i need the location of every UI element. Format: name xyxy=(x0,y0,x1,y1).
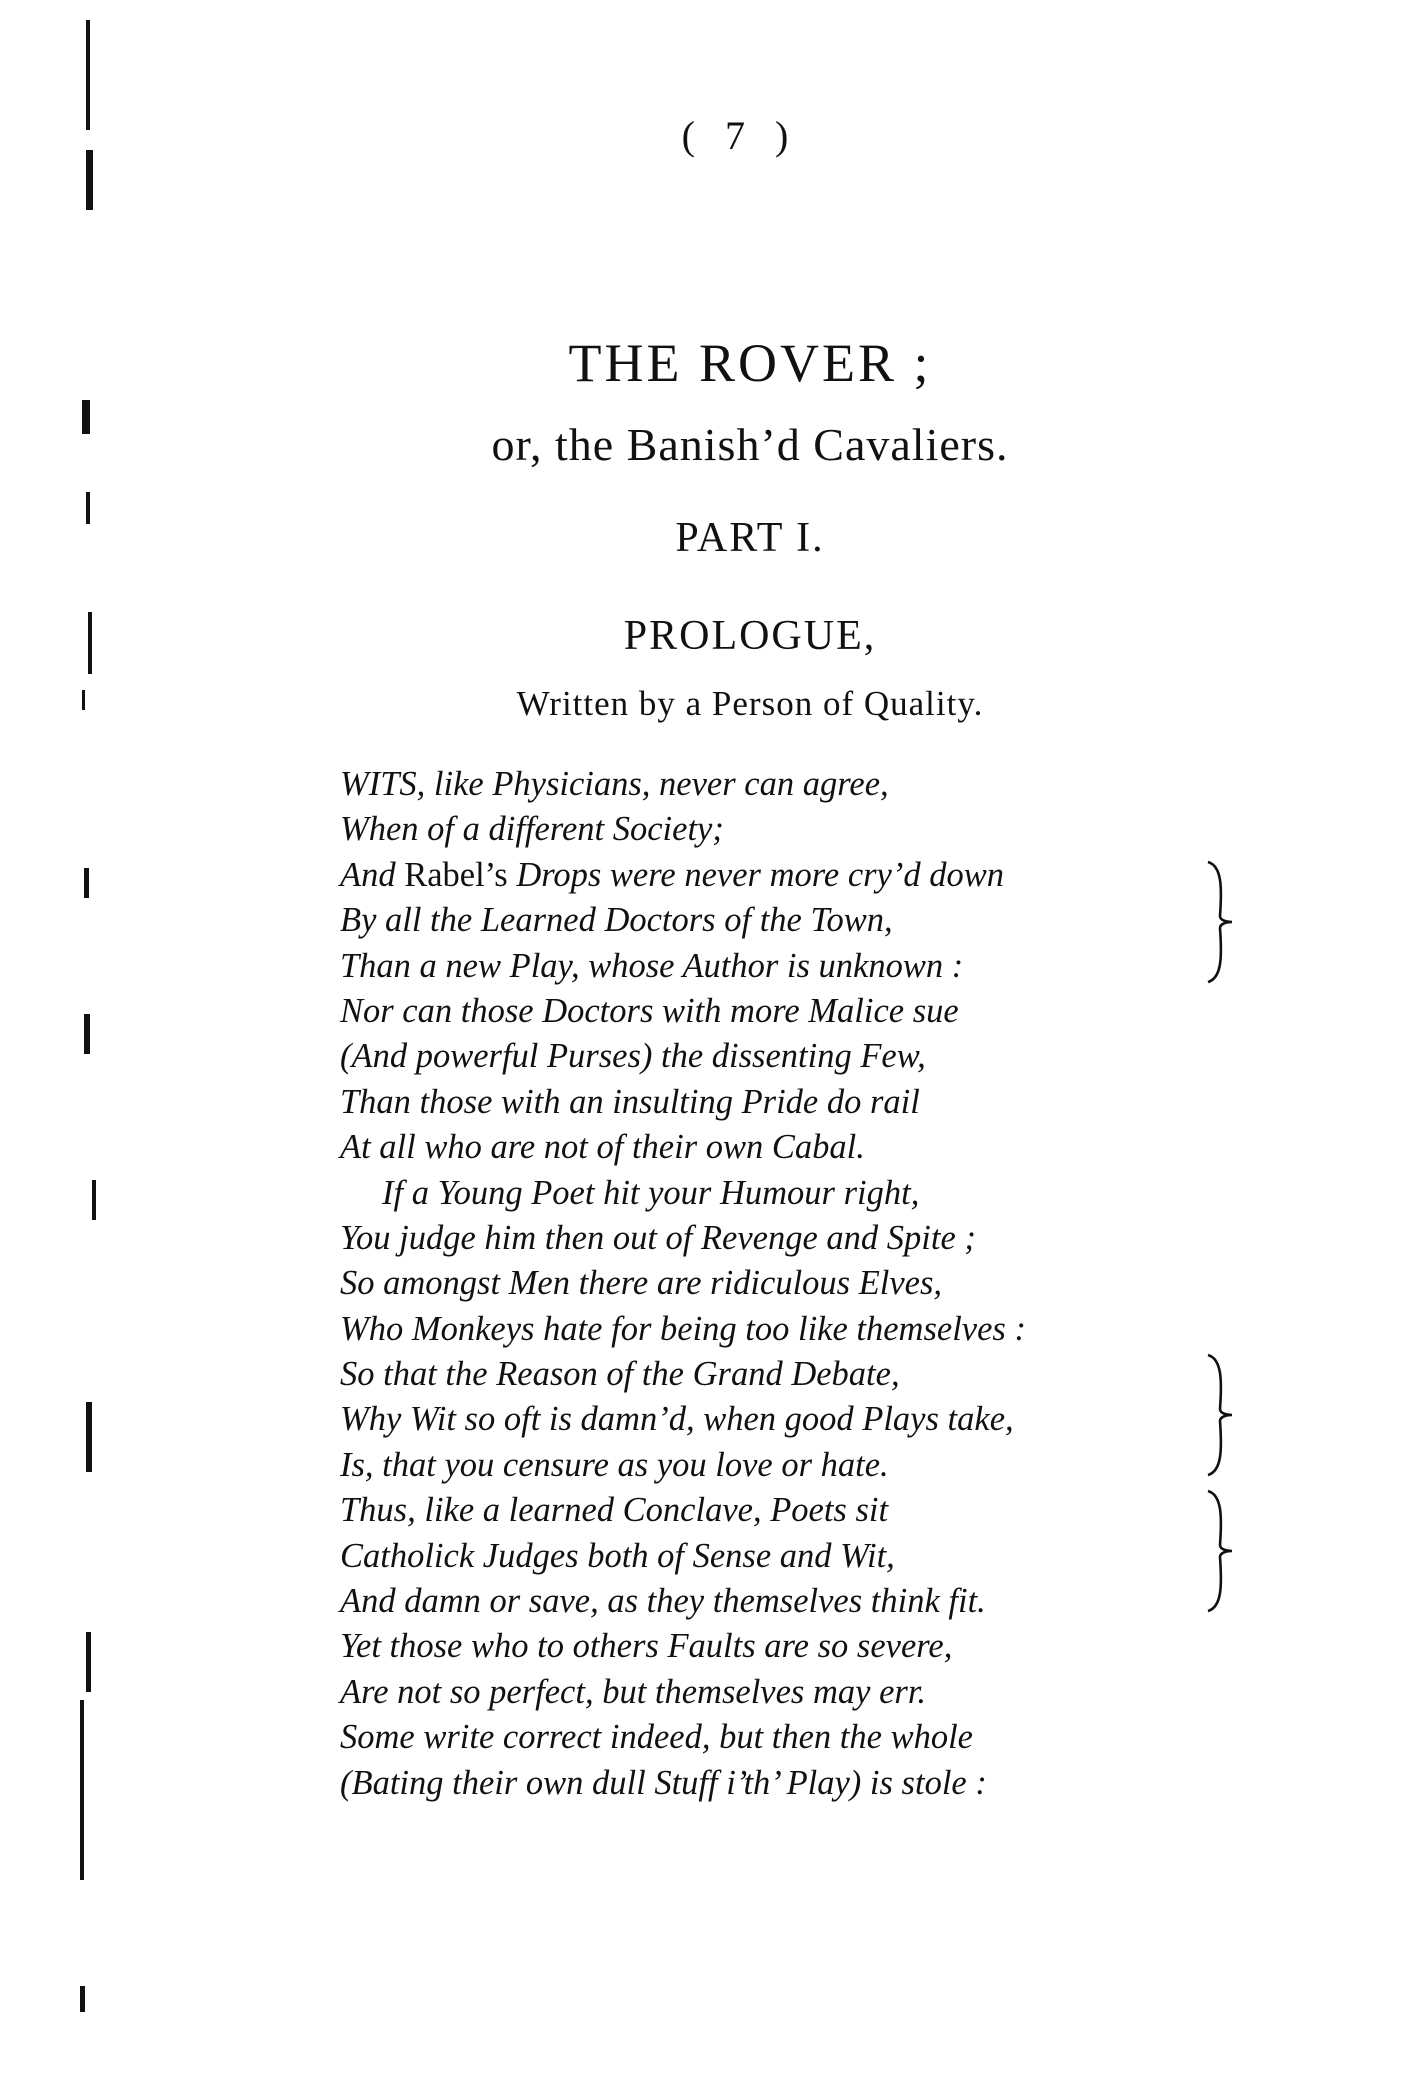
poem-line: (Bating their own dull Stuff i’th’ Play) is stole : xyxy=(340,1763,987,1802)
scan-edge-mark xyxy=(80,1986,85,2012)
scan-edge-mark xyxy=(84,868,89,898)
poem-line: Than a new Play, whose Author is unknown : xyxy=(340,946,964,985)
page-subtitle: or, the Banish’d Cavaliers. xyxy=(491,419,1009,470)
page-title: THE ROVER ; xyxy=(568,333,932,393)
poem-line: Some write correct indeed, but then the whole xyxy=(340,1718,973,1757)
poem-line: By all the Learned Doctors of the Town, xyxy=(340,901,893,940)
page-number: ( 7 ) xyxy=(681,113,799,158)
part-heading: PART I. xyxy=(675,515,825,561)
scan-edge-mark xyxy=(80,1700,84,1880)
poem-line: Yet those who to others Faults are so severe, xyxy=(340,1627,953,1666)
scan-edge-mark xyxy=(92,1180,96,1220)
poem-line: Catholick Judges both of Sense and Wit, xyxy=(340,1536,895,1575)
poem-line: So that the Reason of the Grand Debate, xyxy=(340,1355,900,1394)
scan-edge-mark xyxy=(84,1014,90,1054)
byline: Written by a Person of Quality. xyxy=(516,684,984,723)
poem-line: Thus, like a learned Conclave, Poets sit xyxy=(340,1491,889,1530)
triplet-brace-icon xyxy=(1200,1351,1240,1479)
poem-line: And damn or save, as they themselves think fit. xyxy=(340,1582,986,1621)
poem-line: WITS, like Physicians, never can agree, xyxy=(340,765,889,803)
poem-line: At all who are not of their own Cabal. xyxy=(340,1128,865,1167)
poem-line: Who Monkeys hate for being too like themselves : xyxy=(340,1309,1026,1348)
triplet-brace-icon xyxy=(1200,858,1240,986)
poem-line-part: And xyxy=(340,855,396,894)
scan-edge-mark xyxy=(86,1632,91,1692)
poem-line: You judge him then out of Revenge and Spite ; xyxy=(340,1218,976,1257)
poem-line: Why Wit so oft is damn’d, when good Plays take, xyxy=(340,1400,1014,1439)
poem-line: Than those with an insulting Pride do rail xyxy=(340,1082,920,1121)
poem-line: (And powerful Purses) the dissenting Few, xyxy=(340,1037,926,1076)
triplet-brace-icon xyxy=(1200,1487,1240,1615)
poem-line: So amongst Men there are ridiculous Elves, xyxy=(340,1264,943,1303)
poem-line: If a Young Poet hit your Humour right, xyxy=(382,1173,920,1212)
scan-edge-mark xyxy=(86,1402,92,1472)
poem-line: Are not so perfect, but themselves may err. xyxy=(340,1672,927,1711)
poem-line: When of a different Society; xyxy=(340,810,724,849)
poem-line xyxy=(340,853,1240,898)
poem-line: Nor can those Doctors with more Malice sue xyxy=(340,991,959,1030)
scan-edge-mark xyxy=(86,150,93,210)
poem-line-part: Rabel’s xyxy=(404,855,508,894)
prologue-poem xyxy=(340,762,1240,1806)
prologue-heading: PROLOGUE, xyxy=(623,613,877,659)
poem-line-part: Drops were never more cry’d down xyxy=(516,855,1004,894)
poem-line: Is, that you censure as you love or hate. xyxy=(340,1445,889,1484)
